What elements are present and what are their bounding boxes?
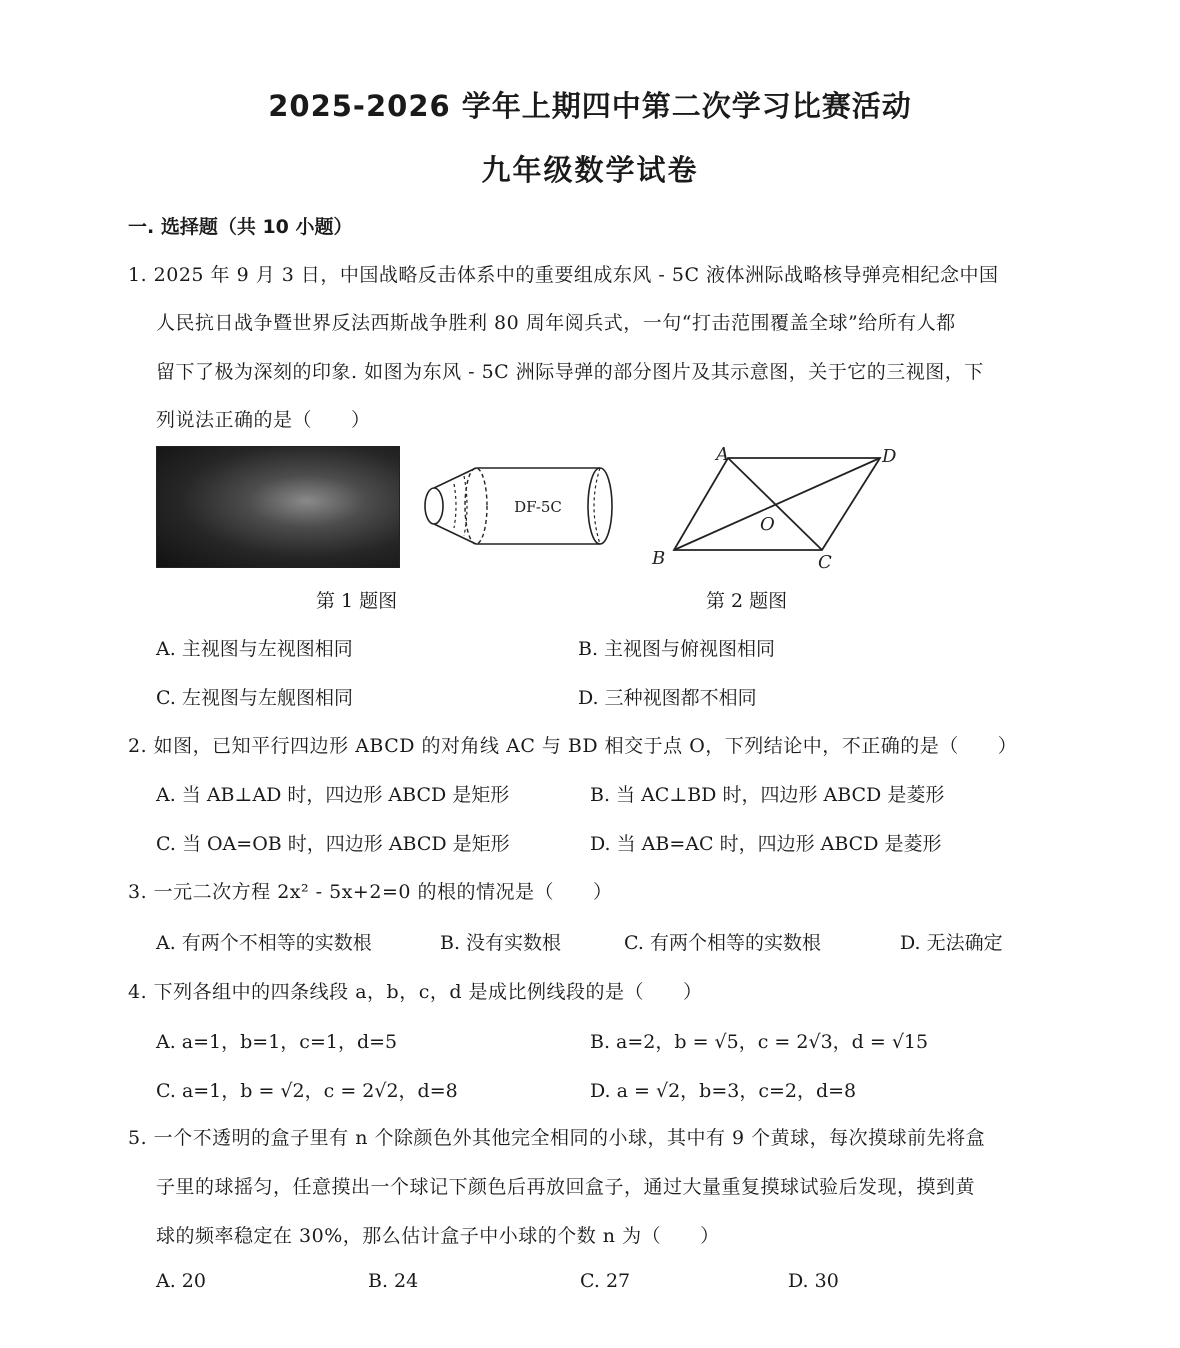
question-1-line-4: 列说法正确的是（ ）: [156, 409, 371, 431]
center-label-o: O: [760, 514, 775, 535]
vertex-label-a: A: [716, 444, 729, 465]
question-2-option-b: B. 当 AC⊥BD 时，四边形 ABCD 是菱形: [590, 784, 945, 806]
question-5-option-c: C. 27: [580, 1270, 631, 1292]
figure-2-caption: 第 2 题图: [706, 590, 788, 612]
question-4-option-b: B. a=2，b = √5，c = 2√3，d = √15: [590, 1031, 929, 1053]
figure-1-caption: 第 1 题图: [316, 590, 398, 612]
question-4-stem: 4. 下列各组中的四条线段 a，b，c，d 是成比例线段的是（ ）: [128, 981, 703, 1003]
question-1-line-1: 1. 2025 年 9 月 3 日，中国战略反击体系中的重要组成东风 - 5C 液体洲际战略核导弹亮相纪念中国: [128, 264, 999, 286]
vertex-label-b: B: [652, 548, 666, 569]
vertex-label-c: C: [818, 552, 832, 573]
question-1-option-b: B. 主视图与俯视图相同: [578, 638, 776, 660]
question-2-stem: 2. 如图，已知平行四边形 ABCD 的对角线 AC 与 BD 相交于点 O，下列结论中，不正确的是（ ）: [128, 735, 1018, 757]
question-3-option-b: B. 没有实数根: [440, 932, 562, 954]
question-1-option-d: D. 三种视图都不相同: [578, 687, 757, 709]
question-1-option-c: C. 左视图与左舰图相同: [156, 687, 353, 709]
question-3-stem: 3. 一元二次方程 2x² - 5x+2=0 的根的情况是（ ）: [128, 881, 613, 903]
question-3-option-c: C. 有两个相等的实数根: [624, 932, 821, 954]
question-3-option-a: A. 有两个不相等的实数根: [156, 932, 372, 954]
question-4-option-d: D. a = √2，b=3，c=2，d=8: [590, 1080, 857, 1102]
vertex-label-d: D: [882, 446, 897, 467]
question-5-line-3: 球的频率稳定在 30%，那么估计盒子中小球的个数 n 为（ ）: [156, 1225, 720, 1247]
question-4-option-a: A. a=1，b=1，c=1，d=5: [156, 1031, 398, 1053]
question-5-option-a: A. 20: [156, 1270, 206, 1292]
question-2-option-a: A. 当 AB⊥AD 时，四边形 ABCD 是矩形: [156, 784, 510, 806]
question-1-line-3: 留下了极为深刻的印象. 如图为东风 - 5C 洲际导弹的部分图片及其示意图，关于它的三视图，下: [156, 361, 984, 383]
exam-subtitle: 九年级数学试卷: [481, 153, 699, 187]
question-1-option-a: A. 主视图与左视图相同: [156, 638, 353, 660]
question-5-line-2: 子里的球摇匀，任意摸出一个球记下颜色后再放回盒子，通过大量重复摸球试验后发现，摸到黄: [156, 1176, 976, 1198]
question-2-option-c: C. 当 OA=OB 时，四边形 ABCD 是矩形: [156, 833, 510, 855]
missile-label: DF-5C: [514, 498, 562, 516]
missile-sketch: [418, 462, 623, 550]
question-1-line-2: 人民抗日战争暨世界反法西斯战争胜利 80 周年阅兵式，一句“打击范围覆盖全球”给所有人都: [156, 312, 956, 334]
question-5-option-d: D. 30: [788, 1270, 839, 1292]
question-3-option-d: D. 无法确定: [900, 932, 1003, 954]
question-2-option-d: D. 当 AB=AC 时，四边形 ABCD 是菱形: [590, 833, 942, 855]
exam-title: 2025-2026 学年上期四中第二次学习比赛活动: [268, 89, 912, 123]
question-4-option-c: C. a=1，b = √2，c = 2√2，d=8: [156, 1080, 458, 1102]
parallelogram-figure: [640, 440, 910, 575]
question-5-option-b: B. 24: [368, 1270, 419, 1292]
section-heading: 一. 选择题（共 10 小题）: [128, 216, 353, 238]
question-5-line-1: 5. 一个不透明的盒子里有 n 个除颜色外其他完全相同的小球，其中有 9 个黄球，每次摸球前先将盒: [128, 1127, 986, 1149]
missile-photo: [156, 446, 400, 568]
